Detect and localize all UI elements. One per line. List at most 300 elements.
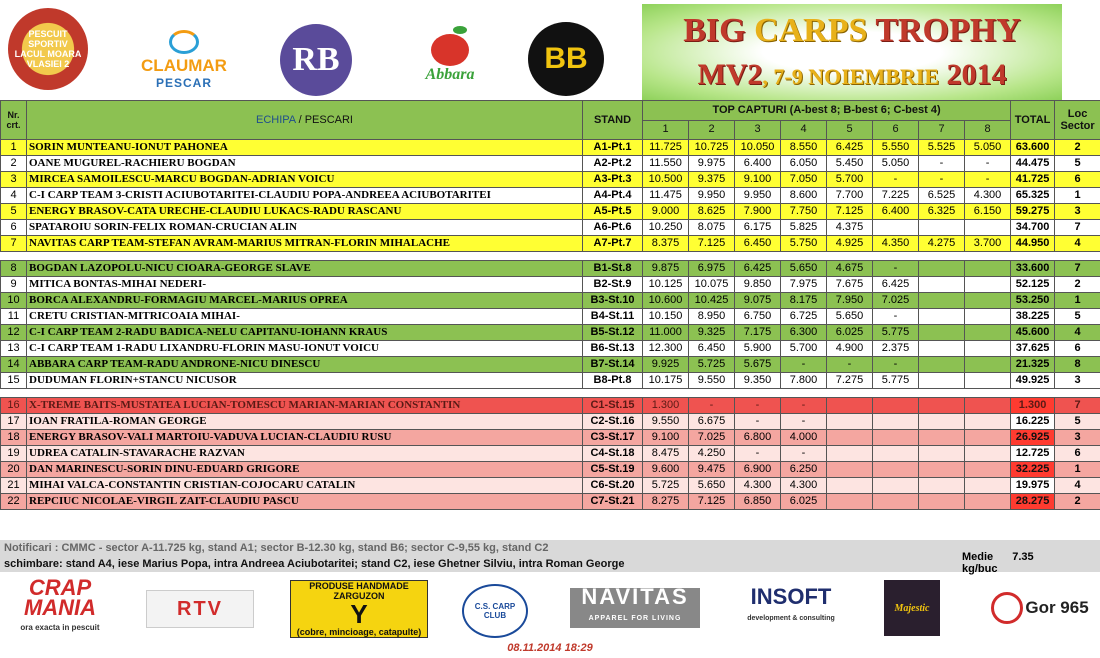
row-capture: 5.775 bbox=[873, 325, 919, 341]
row-capture: 9.100 bbox=[643, 430, 689, 446]
row-capture bbox=[919, 220, 965, 236]
row-team: MITICA BONTAS-MIHAI NEDERI- bbox=[27, 277, 583, 293]
table-row bbox=[1, 140, 1100, 156]
row-capture bbox=[919, 414, 965, 430]
row-capture: 6.750 bbox=[735, 309, 781, 325]
row-capture bbox=[873, 220, 919, 236]
row-capture bbox=[919, 309, 965, 325]
row-total: 19.975 bbox=[1011, 478, 1055, 494]
row-total: 28.275 bbox=[1011, 494, 1055, 510]
row-loc: 6 bbox=[1055, 172, 1100, 188]
row-nr: 19 bbox=[1, 446, 27, 462]
row-nr: 20 bbox=[1, 462, 27, 478]
row-capture: - bbox=[919, 172, 965, 188]
table-row bbox=[1, 373, 1100, 389]
row-capture bbox=[919, 494, 965, 510]
row-capture: - bbox=[735, 414, 781, 430]
title-word-carps: CARPS bbox=[754, 12, 868, 49]
carp-club-text: C.S. CARP CLUB bbox=[474, 602, 516, 620]
row-capture bbox=[965, 446, 1011, 462]
row-total: 52.125 bbox=[1011, 277, 1055, 293]
row-capture: 8.175 bbox=[781, 293, 827, 309]
header-nr: Nr. crt. bbox=[1, 101, 27, 140]
row-capture: 10.125 bbox=[643, 277, 689, 293]
row-capture bbox=[965, 293, 1011, 309]
row-capture: 8.950 bbox=[689, 309, 735, 325]
row-stand: C3-St.17 bbox=[583, 430, 643, 446]
row-team: X-TREME BAITS-MUSTATEA LUCIAN-TOMESCU MARIAN-MARIAN CONSTANTIN bbox=[27, 398, 583, 414]
row-capture: 4.300 bbox=[965, 188, 1011, 204]
row-team: BORCA ALEXANDRU-FORMAGIU MARCEL-MARIUS OPREA bbox=[27, 293, 583, 309]
row-capture: 6.025 bbox=[781, 494, 827, 510]
row-stand: B5-St.12 bbox=[583, 325, 643, 341]
row-capture: 3.700 bbox=[965, 236, 1011, 252]
zarguzon-tag: (cobre, mincioage, catapulte) bbox=[296, 627, 422, 637]
header-top: TOP CAPTURI (A-best 8; B-best 6; C-best 4) bbox=[643, 101, 1011, 121]
claumar-logo bbox=[128, 30, 240, 90]
row-capture: 9.875 bbox=[643, 261, 689, 277]
row-capture: 9.000 bbox=[643, 204, 689, 220]
row-capture: 1.300 bbox=[643, 398, 689, 414]
row-capture: 8.625 bbox=[689, 204, 735, 220]
medie-unit: kg/buc bbox=[962, 563, 998, 575]
row-team: OANE MUGUREL-RACHIERU BOGDAN bbox=[27, 156, 583, 172]
row-stand: C1-St.15 bbox=[583, 398, 643, 414]
row-loc: 1 bbox=[1055, 293, 1100, 309]
row-loc: 3 bbox=[1055, 204, 1100, 220]
row-capture: 6.425 bbox=[873, 277, 919, 293]
row-capture: 6.725 bbox=[781, 309, 827, 325]
row-loc: 2 bbox=[1055, 494, 1100, 510]
gor-logo bbox=[990, 592, 1090, 624]
apple-icon bbox=[431, 34, 469, 66]
row-stand: A1-Pt.1 bbox=[583, 140, 643, 156]
row-capture: 5.675 bbox=[735, 357, 781, 373]
row-capture: 6.675 bbox=[689, 414, 735, 430]
row-loc: 4 bbox=[1055, 478, 1100, 494]
row-capture: 6.450 bbox=[689, 341, 735, 357]
header-team-b: / PESCARI bbox=[295, 113, 353, 126]
row-nr: 21 bbox=[1, 478, 27, 494]
row-capture: 10.075 bbox=[689, 277, 735, 293]
row-capture: 8.375 bbox=[643, 236, 689, 252]
row-capture bbox=[827, 446, 873, 462]
lake-logo-text: PESCUIT SPORTIV LACUL MOARA VLASIEI 2 bbox=[14, 29, 82, 69]
row-loc: 4 bbox=[1055, 325, 1100, 341]
row-capture: 4.925 bbox=[827, 236, 873, 252]
row-loc: 5 bbox=[1055, 156, 1100, 172]
header-capture-col: 4 bbox=[781, 120, 827, 140]
row-capture: 8.550 bbox=[781, 140, 827, 156]
row-capture bbox=[965, 373, 1011, 389]
row-capture: 5.775 bbox=[873, 373, 919, 389]
row-capture: 7.025 bbox=[689, 430, 735, 446]
schimbare-text: schimbare: stand A4, iese Marius Popa, intra Andreea Aciubotaritei; stand C2, iese Ghetner Silviu, intra Roman George bbox=[0, 556, 1100, 572]
row-nr: 12 bbox=[1, 325, 27, 341]
claumar-sub: PESCAR bbox=[155, 76, 212, 90]
row-nr: 18 bbox=[1, 430, 27, 446]
crapmania-logo bbox=[8, 575, 112, 632]
table-row bbox=[1, 398, 1100, 414]
abbara-logo-text: Abbara bbox=[425, 66, 475, 83]
row-team: BOGDAN LAZOPOLU-NICU CIOARA-GEORGE SLAVE bbox=[27, 261, 583, 277]
row-capture: 5.525 bbox=[919, 140, 965, 156]
row-total: 59.275 bbox=[1011, 204, 1055, 220]
row-capture: 7.275 bbox=[827, 373, 873, 389]
row-capture: 10.250 bbox=[643, 220, 689, 236]
zarguzon-logo bbox=[290, 580, 428, 638]
row-loc: 2 bbox=[1055, 140, 1100, 156]
header-capture-col: 5 bbox=[827, 120, 873, 140]
row-capture: 7.125 bbox=[689, 236, 735, 252]
row-total: 33.600 bbox=[1011, 261, 1055, 277]
row-nr: 15 bbox=[1, 373, 27, 389]
row-capture: 9.550 bbox=[643, 414, 689, 430]
row-capture: 9.850 bbox=[735, 277, 781, 293]
row-capture: 10.425 bbox=[689, 293, 735, 309]
row-capture: - bbox=[873, 309, 919, 325]
row-capture: 9.950 bbox=[689, 188, 735, 204]
notificari-text: Notificari : CMMC - sector A-11.725 kg, stand A1; sector B-12.30 kg, stand B6; sector C-9,55 kg, stand C2 bbox=[0, 540, 1100, 556]
row-capture: - bbox=[873, 172, 919, 188]
header-loc: Loc Sector bbox=[1055, 101, 1100, 140]
row-capture: 4.250 bbox=[689, 446, 735, 462]
footer-date: 08.11.2014 18:29 bbox=[507, 642, 593, 654]
row-nr: 13 bbox=[1, 341, 27, 357]
row-capture: 7.175 bbox=[735, 325, 781, 341]
row-team: DUDUMAN FLORIN+STANCU NICUSOR bbox=[27, 373, 583, 389]
row-stand: B7-St.14 bbox=[583, 357, 643, 373]
table-row bbox=[1, 156, 1100, 172]
row-capture bbox=[827, 414, 873, 430]
table-row bbox=[1, 261, 1100, 277]
row-nr: 7 bbox=[1, 236, 27, 252]
row-capture: 4.000 bbox=[781, 430, 827, 446]
row-capture: 6.400 bbox=[873, 204, 919, 220]
row-capture: 7.950 bbox=[827, 293, 873, 309]
row-loc: 1 bbox=[1055, 462, 1100, 478]
row-capture: 7.675 bbox=[827, 277, 873, 293]
medie-value: 7.35 bbox=[1012, 551, 1034, 563]
row-nr: 16 bbox=[1, 398, 27, 414]
table-row bbox=[1, 220, 1100, 236]
row-capture: 5.650 bbox=[689, 478, 735, 494]
row-total: 21.325 bbox=[1011, 357, 1055, 373]
medie-box bbox=[962, 551, 1100, 575]
row-capture: - bbox=[781, 446, 827, 462]
row-capture: 7.900 bbox=[735, 204, 781, 220]
row-capture: 10.600 bbox=[643, 293, 689, 309]
row-team: IOAN FRATILA-ROMAN GEORGE bbox=[27, 414, 583, 430]
row-capture: 5.650 bbox=[781, 261, 827, 277]
row-loc: 7 bbox=[1055, 261, 1100, 277]
row-nr: 2 bbox=[1, 156, 27, 172]
row-stand: A6-Pt.6 bbox=[583, 220, 643, 236]
table-row bbox=[1, 188, 1100, 204]
row-capture: 9.100 bbox=[735, 172, 781, 188]
row-capture: 4.275 bbox=[919, 236, 965, 252]
sector-separator bbox=[1, 389, 1100, 398]
row-capture: 5.725 bbox=[689, 357, 735, 373]
row-capture: 10.050 bbox=[735, 140, 781, 156]
row-capture bbox=[919, 357, 965, 373]
row-capture: 11.000 bbox=[643, 325, 689, 341]
row-total: 65.325 bbox=[1011, 188, 1055, 204]
table-row bbox=[1, 293, 1100, 309]
row-loc: 6 bbox=[1055, 446, 1100, 462]
row-capture bbox=[919, 398, 965, 414]
row-capture: - bbox=[781, 357, 827, 373]
row-capture bbox=[873, 478, 919, 494]
row-capture: 9.375 bbox=[689, 172, 735, 188]
row-capture: 9.600 bbox=[643, 462, 689, 478]
row-capture bbox=[965, 325, 1011, 341]
gor-text: Gor 965 bbox=[1025, 598, 1089, 617]
row-capture: 11.550 bbox=[643, 156, 689, 172]
row-total: 1.300 bbox=[1011, 398, 1055, 414]
row-capture: 5.650 bbox=[827, 309, 873, 325]
page-title bbox=[642, 12, 1062, 50]
header-total: TOTAL bbox=[1011, 101, 1055, 140]
row-capture: - bbox=[873, 261, 919, 277]
row-loc: 6 bbox=[1055, 341, 1100, 357]
row-capture: 6.425 bbox=[735, 261, 781, 277]
majestic-logo bbox=[884, 580, 940, 636]
row-total: 45.600 bbox=[1011, 325, 1055, 341]
header-capture-col: 7 bbox=[919, 120, 965, 140]
table-row bbox=[1, 414, 1100, 430]
row-capture: 6.800 bbox=[735, 430, 781, 446]
navitas-logo bbox=[570, 584, 700, 628]
insoft-text: INSOFT bbox=[750, 584, 832, 609]
row-capture: 5.725 bbox=[643, 478, 689, 494]
row-capture bbox=[827, 430, 873, 446]
row-capture: 4.675 bbox=[827, 261, 873, 277]
row-capture bbox=[827, 494, 873, 510]
row-capture: 9.950 bbox=[735, 188, 781, 204]
majestic-text: Majestic bbox=[894, 602, 930, 614]
lake-logo bbox=[8, 8, 88, 90]
table-row bbox=[1, 341, 1100, 357]
row-team: SPATAROIU SORIN-FELIX ROMAN-CRUCIAN ALIN bbox=[27, 220, 583, 236]
header-capture-col: 2 bbox=[689, 120, 735, 140]
row-total: 12.725 bbox=[1011, 446, 1055, 462]
row-stand: C6-St.20 bbox=[583, 478, 643, 494]
table-row bbox=[1, 236, 1100, 252]
row-nr: 14 bbox=[1, 357, 27, 373]
title-word-trophy: TROPHY bbox=[875, 12, 1021, 49]
table-row bbox=[1, 277, 1100, 293]
row-capture: 6.850 bbox=[735, 494, 781, 510]
row-stand: B4-St.11 bbox=[583, 309, 643, 325]
row-loc: 1 bbox=[1055, 188, 1100, 204]
row-capture: 10.725 bbox=[689, 140, 735, 156]
row-capture: - bbox=[873, 357, 919, 373]
row-capture: 9.325 bbox=[689, 325, 735, 341]
row-stand: C2-St.16 bbox=[583, 414, 643, 430]
row-capture bbox=[919, 462, 965, 478]
row-capture: 8.275 bbox=[643, 494, 689, 510]
row-total: 53.250 bbox=[1011, 293, 1055, 309]
row-capture: 6.300 bbox=[781, 325, 827, 341]
row-team: DAN MARINESCU-SORIN DINU-EDUARD GRIGORE bbox=[27, 462, 583, 478]
bb-logo bbox=[528, 22, 604, 96]
row-loc: 7 bbox=[1055, 220, 1100, 236]
row-capture: 5.825 bbox=[781, 220, 827, 236]
rb-logo bbox=[280, 24, 352, 96]
row-stand: B6-St.13 bbox=[583, 341, 643, 357]
slingshot-icon: Y bbox=[350, 599, 368, 629]
row-capture: 6.425 bbox=[827, 140, 873, 156]
row-capture: 7.025 bbox=[873, 293, 919, 309]
row-capture bbox=[827, 462, 873, 478]
row-capture bbox=[965, 277, 1011, 293]
row-capture bbox=[827, 478, 873, 494]
row-team: SORIN MUNTEANU-IONUT PAHONEA bbox=[27, 140, 583, 156]
row-capture: 7.125 bbox=[689, 494, 735, 510]
table-row bbox=[1, 172, 1100, 188]
rtv-text: RTV bbox=[177, 597, 223, 620]
row-stand: C4-St.18 bbox=[583, 446, 643, 462]
row-capture: 5.050 bbox=[873, 156, 919, 172]
rb-logo-text: RB bbox=[292, 41, 340, 78]
row-capture: 6.050 bbox=[781, 156, 827, 172]
row-team: NAVITAS CARP TEAM-STEFAN AVRAM-MARIUS MITRAN-FLORIN MIHALACHE bbox=[27, 236, 583, 252]
row-total: 63.600 bbox=[1011, 140, 1055, 156]
row-capture: 4.375 bbox=[827, 220, 873, 236]
row-capture: 7.975 bbox=[781, 277, 827, 293]
row-loc: 8 bbox=[1055, 357, 1100, 373]
row-capture: - bbox=[781, 414, 827, 430]
row-stand: A3-Pt.3 bbox=[583, 172, 643, 188]
row-loc: 3 bbox=[1055, 430, 1100, 446]
row-capture bbox=[965, 430, 1011, 446]
row-capture bbox=[873, 414, 919, 430]
row-nr: 6 bbox=[1, 220, 27, 236]
row-capture: - bbox=[965, 172, 1011, 188]
claumar-name: CLAUMAR bbox=[141, 56, 227, 75]
row-nr: 5 bbox=[1, 204, 27, 220]
row-capture: 7.700 bbox=[827, 188, 873, 204]
row-capture: 5.700 bbox=[827, 172, 873, 188]
page-subtitle bbox=[642, 58, 1062, 92]
row-total: 26.925 bbox=[1011, 430, 1055, 446]
row-team: C-I CARP TEAM 3-CRISTI ACIUBOTARITEI-CLAUDIU POPA-ANDREEA ACIUBOTARITEI bbox=[27, 188, 583, 204]
sector-separator bbox=[1, 252, 1100, 261]
header-team-a: ECHIPA bbox=[256, 113, 296, 126]
row-capture: - bbox=[689, 398, 735, 414]
row-capture: 7.050 bbox=[781, 172, 827, 188]
sponsors-bar bbox=[0, 575, 1100, 640]
row-capture: - bbox=[827, 357, 873, 373]
row-capture bbox=[965, 357, 1011, 373]
row-team: MIHAI VALCA-CONSTANTIN CRISTIAN-COJOCARU CATALIN bbox=[27, 478, 583, 494]
row-total: 41.725 bbox=[1011, 172, 1055, 188]
table-row bbox=[1, 325, 1100, 341]
row-capture bbox=[965, 309, 1011, 325]
row-capture: 7.800 bbox=[781, 373, 827, 389]
row-stand: C7-St.21 bbox=[583, 494, 643, 510]
row-stand: A4-Pt.4 bbox=[583, 188, 643, 204]
row-loc: 5 bbox=[1055, 309, 1100, 325]
row-capture bbox=[965, 220, 1011, 236]
navitas-text: NAVITAS bbox=[581, 584, 689, 609]
row-loc: 5 bbox=[1055, 414, 1100, 430]
row-capture: 4.300 bbox=[735, 478, 781, 494]
gor-circle-icon bbox=[991, 592, 1023, 624]
row-capture bbox=[919, 277, 965, 293]
row-team: C-I CARP TEAM 2-RADU BADICA-NELU CAPITANU-IOHANN KRAUS bbox=[27, 325, 583, 341]
bb-logo-text: BB bbox=[544, 42, 588, 75]
row-capture: 6.525 bbox=[919, 188, 965, 204]
row-total: 32.225 bbox=[1011, 462, 1055, 478]
row-nr: 22 bbox=[1, 494, 27, 510]
header bbox=[0, 0, 1100, 100]
table-row bbox=[1, 309, 1100, 325]
row-capture: - bbox=[965, 156, 1011, 172]
row-capture bbox=[919, 478, 965, 494]
row-nr: 3 bbox=[1, 172, 27, 188]
row-capture: 9.925 bbox=[643, 357, 689, 373]
row-capture: 10.150 bbox=[643, 309, 689, 325]
row-capture bbox=[965, 494, 1011, 510]
navitas-tag: APPAREL FOR LIVING bbox=[588, 615, 682, 622]
title-word-big: BIG bbox=[683, 12, 746, 49]
header-capture-col: 8 bbox=[965, 120, 1011, 140]
row-capture: 8.600 bbox=[781, 188, 827, 204]
row-capture bbox=[873, 446, 919, 462]
row-capture bbox=[919, 325, 965, 341]
row-capture: 5.050 bbox=[965, 140, 1011, 156]
row-stand: A7-Pt.7 bbox=[583, 236, 643, 252]
row-capture: 6.450 bbox=[735, 236, 781, 252]
carp-club-logo bbox=[462, 584, 528, 638]
row-capture: - bbox=[781, 398, 827, 414]
row-nr: 1 bbox=[1, 140, 27, 156]
row-loc: 7 bbox=[1055, 398, 1100, 414]
row-stand: A2-Pt.2 bbox=[583, 156, 643, 172]
header-capture-col: 1 bbox=[643, 120, 689, 140]
claumar-circle-icon bbox=[169, 30, 199, 54]
header-team bbox=[27, 101, 583, 140]
table-row bbox=[1, 494, 1100, 510]
row-capture: 7.225 bbox=[873, 188, 919, 204]
row-team: REPCIUC NICOLAE-VIRGIL ZAIT-CLAUDIU PASCU bbox=[27, 494, 583, 510]
row-capture: 5.700 bbox=[781, 341, 827, 357]
row-capture bbox=[873, 462, 919, 478]
row-total: 44.950 bbox=[1011, 236, 1055, 252]
row-capture: 5.450 bbox=[827, 156, 873, 172]
row-total: 16.225 bbox=[1011, 414, 1055, 430]
row-capture: 12.300 bbox=[643, 341, 689, 357]
row-nr: 10 bbox=[1, 293, 27, 309]
row-capture bbox=[873, 430, 919, 446]
row-capture: 6.025 bbox=[827, 325, 873, 341]
row-capture: - bbox=[735, 446, 781, 462]
row-capture: 4.900 bbox=[827, 341, 873, 357]
table-row bbox=[1, 357, 1100, 373]
header-stand: STAND bbox=[583, 101, 643, 140]
title-banner bbox=[642, 4, 1062, 100]
row-stand: B2-St.9 bbox=[583, 277, 643, 293]
row-loc: 2 bbox=[1055, 277, 1100, 293]
row-capture: 11.475 bbox=[643, 188, 689, 204]
subtitle-mv: MV2 bbox=[697, 58, 763, 91]
row-capture: 9.075 bbox=[735, 293, 781, 309]
row-capture: - bbox=[735, 398, 781, 414]
row-team: C-I CARP TEAM 1-RADU LIXANDRU-FLORIN MASU-IONUT VOICU bbox=[27, 341, 583, 357]
row-capture: 9.475 bbox=[689, 462, 735, 478]
